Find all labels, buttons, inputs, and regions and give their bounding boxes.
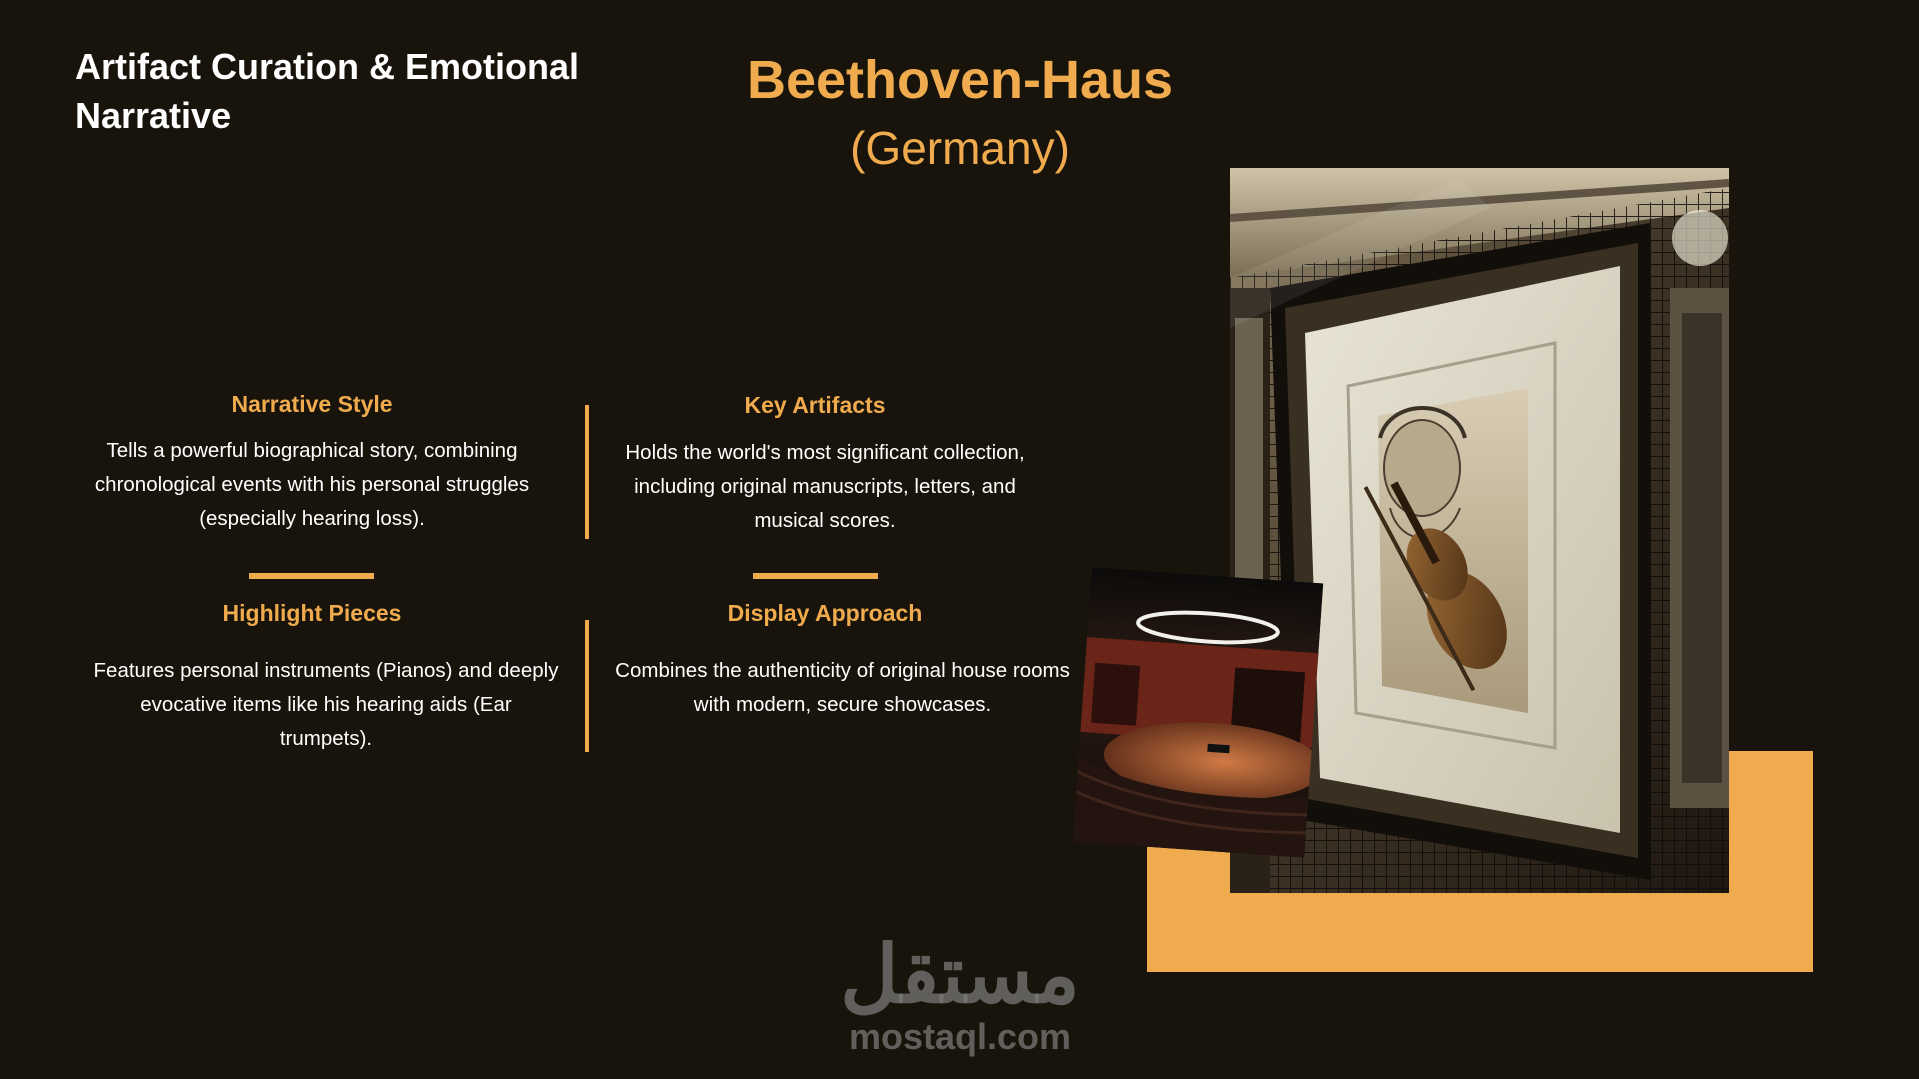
museum-title: Beethoven-Haus — [746, 50, 1174, 110]
museum-country: (Germany) — [850, 122, 1070, 174]
watermark-latin: mostaql.com — [848, 1016, 1072, 1057]
vertical-divider-bottom — [585, 620, 589, 752]
narrative-style-title: Narrative Style — [231, 391, 393, 417]
concert-hall-photo — [1073, 567, 1324, 858]
horizontal-divider-right — [753, 573, 878, 579]
horizontal-divider-left — [249, 573, 374, 579]
display-approach-title: Display Approach — [727, 600, 923, 626]
highlight-pieces-title: Highlight Pieces — [222, 600, 402, 626]
highlight-pieces-text: Features personal instruments (Pianos) and deeply evocative items like his hearing aids (Ear trumpets). — [93, 659, 559, 750]
key-artifacts-text: Holds the world's most significant collection, including original manuscripts, letters, and musical scores. — [625, 441, 1025, 532]
display-approach-text: Combines the authenticity of original house rooms with modern, secure showcases. — [615, 659, 1070, 716]
key-artifacts-title: Key Artifacts — [744, 392, 886, 418]
page-heading: Artifact Curation & Emotional Narrative — [75, 46, 580, 136]
narrative-style-text: Tells a powerful biographical story, combining chronological events with his personal struggles (especially hearing loss). — [94, 439, 530, 530]
vertical-divider-top — [585, 405, 589, 539]
watermark-arabic: مستقل — [840, 930, 1080, 1019]
